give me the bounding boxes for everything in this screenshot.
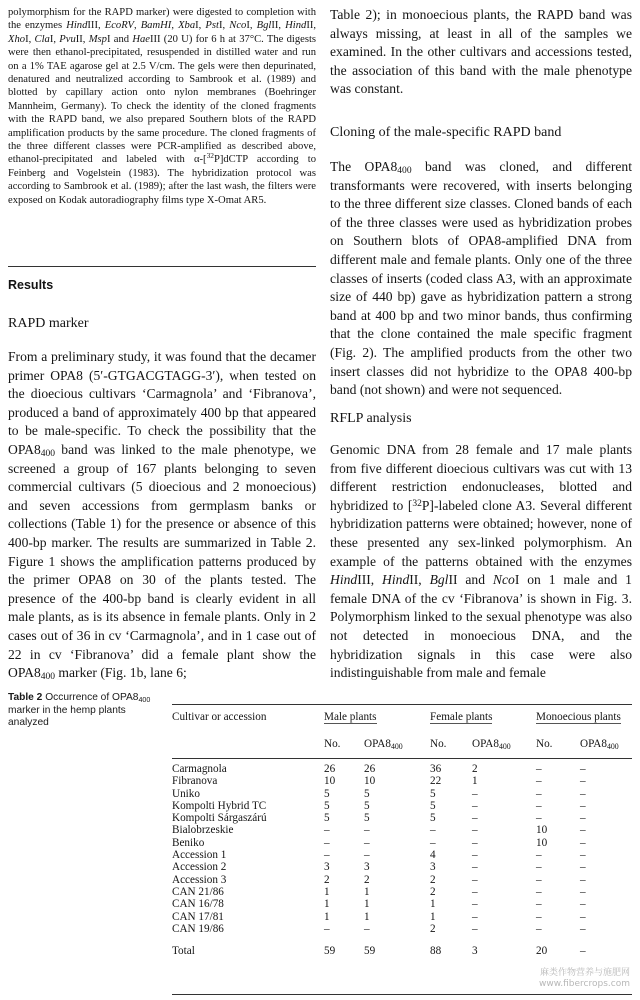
cell-male-opa: 5 [364, 812, 370, 825]
table-row [172, 849, 632, 861]
cell-mono-opa: – [580, 885, 586, 898]
cell-male-opa: – [364, 849, 370, 862]
cell-mono-opa: – [580, 812, 586, 825]
cell-mono-no: – [536, 898, 542, 911]
cell-cultivar: CAN 19/86 [172, 922, 224, 935]
cell-mono-opa: – [580, 787, 586, 800]
cell-mono-no: 10 [536, 836, 548, 849]
cell-female-no: – [430, 824, 436, 837]
cell-mono-no: – [536, 763, 542, 775]
total-cultivar: Total [172, 945, 195, 958]
total-mono-opa: – [580, 945, 586, 958]
cell-cultivar: CAN 21/86 [172, 885, 224, 898]
header-male-no: No. [324, 738, 341, 750]
header-female-label: Female plants [430, 711, 493, 723]
cell-male-opa: 5 [364, 799, 370, 812]
cell-cultivar: CAN 17/81 [172, 910, 224, 923]
cell-male-opa: – [364, 836, 370, 849]
header-monoecious-plants [536, 704, 632, 733]
table-row [172, 861, 632, 873]
table-row [172, 898, 632, 910]
cell-female-no: 1 [430, 910, 436, 923]
cell-male-opa: – [364, 824, 370, 837]
cell-male-no: 26 [324, 763, 336, 775]
rflp-section [330, 441, 632, 683]
cell-male-opa: 10 [364, 775, 376, 788]
cell-female-no: 1 [430, 898, 436, 911]
cell-female-no: 5 [430, 812, 436, 825]
rapd-paragraph: From a preliminary study, it was found that the decamer primer OPA8 (5′-GTGACGTAGG-3′), when tested on the dioecious cultivars ‘Carmagnola’ and ‘Fibranova’, produced a band of approximately 400 bp that appeared to be male-specific. To check the possibility that the $OPA8_{400}$ band was linked to the male phenotype, we screened a group of 167 plants belonging to seven commercial cultivars (5 dioecious and 2 monoecious) and seven accessions from germplasm banks or collections (Table 1) for the presence or absence of this 400-bp marker. The results are summarized in Table 2. Figure 1 shows the amplification patterns produced by the primer OPA8 on 30 of the plants tested. The presence of the 400-bp band is clearly evident in all male plants, as is its absence in female plants. Only in 2 cases out of 36 in cv ‘Carmagnola’, and in 1 case out of 22 in cv ‘Fibranova’ did a female plant show the $OPA8_{400}$ marker (Fig. 1b, lane 6; [8, 349, 316, 683]
table-caption-text: Occurrence of $OPA8_{400}$ marker in the hemp plants analyzed [8, 692, 151, 729]
cell-male-opa: – [364, 922, 370, 935]
cell-mono-opa: – [580, 849, 586, 862]
header-monoecious-label: Monoecious plants [536, 711, 621, 723]
cell-mono-opa: – [580, 824, 586, 837]
cell-male-no: 5 [324, 799, 330, 812]
rapd-marker-heading: RAPD marker [8, 316, 89, 331]
total-mono-no: 20 [536, 945, 548, 958]
cell-cultivar: Beniko [172, 836, 205, 849]
table-total-row [172, 935, 632, 957]
cell-mono-opa: – [580, 836, 586, 849]
table-caption [8, 692, 158, 730]
table-row [172, 874, 632, 886]
cell-mono-opa: – [580, 763, 586, 775]
cell-mono-no: – [536, 849, 542, 862]
cell-cultivar: Kompolti Hybrid TC [172, 799, 267, 812]
cell-female-opa: 2 [472, 763, 478, 775]
table-row [172, 800, 632, 812]
header-mono-no: No. [536, 738, 553, 750]
header-female-plants [430, 704, 536, 733]
table-row [172, 824, 632, 836]
cell-female-opa: – [472, 885, 478, 898]
table-spacer [172, 755, 632, 763]
table-row [172, 837, 632, 849]
cell-male-no: 1 [324, 885, 330, 898]
header-cultivar: Cultivar or accession [172, 711, 267, 723]
cell-mono-opa: – [580, 775, 586, 788]
cell-female-opa: – [472, 812, 478, 825]
total-female-no: 88 [430, 945, 442, 958]
table-row [172, 775, 632, 787]
cell-female-opa: – [472, 922, 478, 935]
table-row [172, 911, 632, 923]
cell-cultivar: Uniko [172, 787, 200, 800]
cell-mono-opa: – [580, 799, 586, 812]
cell-female-opa: – [472, 824, 478, 837]
table-row [172, 788, 632, 800]
rapd-continuation-paragraph: Table 2); in monoecious plants, the RAPD band was always missing, at least in all of the samples we examined. In the other cultivars and accessions tested, the association of this band with the male phenotype was constant. [330, 7, 632, 97]
results-heading: Results [8, 278, 54, 292]
cell-female-no: – [430, 836, 436, 849]
rapd-marker-section [8, 348, 316, 683]
cell-female-no: 2 [430, 922, 436, 935]
table-row [172, 812, 632, 824]
table-row [172, 886, 632, 898]
cell-female-no: 5 [430, 787, 436, 800]
cell-mono-no: – [536, 873, 542, 886]
spacer-cell [172, 755, 632, 763]
header-mono-opa: $OPA8_{400}$ [580, 738, 619, 751]
cell-mono-no: – [536, 775, 542, 788]
cell-male-no: 3 [324, 861, 330, 874]
cell-male-no: – [324, 922, 330, 935]
header-male-label: Male plants [324, 711, 377, 723]
header-male-opa: $OPA8_{400}$ [364, 738, 403, 751]
cell-male-no: 1 [324, 910, 330, 923]
cell-male-opa: 26 [364, 763, 376, 775]
cell-mono-opa: – [580, 898, 586, 911]
cell-female-opa: – [472, 849, 478, 862]
cell-mono-no: 10 [536, 824, 548, 837]
cell-male-opa: 2 [364, 873, 370, 886]
cell-male-no: 10 [324, 775, 336, 788]
cloning-heading: Cloning of the male-specific RAPD band [330, 125, 562, 140]
cell-mono-no: – [536, 861, 542, 874]
cell-female-no: 2 [430, 873, 436, 886]
cell-female-opa: 1 [472, 775, 478, 788]
cell-mono-no: – [536, 910, 542, 923]
cell-female-no: 2 [430, 885, 436, 898]
cell-female-no: 36 [430, 763, 442, 775]
cell-female-no: 5 [430, 799, 436, 812]
cell-mono-no: – [536, 787, 542, 800]
rflp-paragraph: Genomic DNA from 28 female and 17 male plants from five different dioecious cultivars was cut with 13 different restriction endonucleases, blotted and hybridized to [$^{32}$P]-labeled clone A3. Several different hybridization patterns were obtained; however, none of these presented any sex-linked polymorphism. An example of the patterns obtained with the enzymes HindIII, HindII, BglII and NcoI on 1 male and 1 female DNA of the cv ‘Fibranova’ is shown in Fig. 3. Polymorphism linked to the sexual phenotype was also not detected in monoecious DNA, and the hybridization signals in this case were also indistinguishable from male and female [330, 442, 632, 681]
header-female-no: No. [430, 738, 447, 750]
cell-mono-opa: – [580, 861, 586, 874]
cell-cultivar: Fibranova [172, 775, 218, 788]
table-body [172, 755, 632, 957]
cell-mono-opa: – [580, 873, 586, 886]
occurrence-table [172, 704, 632, 957]
cell-mono-no: – [536, 885, 542, 898]
cloning-paragraph: The $OPA8_{400}$ band was cloned, and different transformants were recovered, with inserts belonging to the three different size classes. Cloned bands of each of the three classes were used as hybridization probes on Southern blots of OPA8-amplified DNA from different male and female plants. Only one of the three classes of inserts (coded class A3, with an approximate size of 440 bp) gave as hybridization pattern a strong band at 400 bp and two minor bands, thus confirming that the clone contained the male specific fragment (Fig. 2). The amplified products from the other two insert classes did not hybridize to the OPA8 400-bp band (not shown) and were not sequenced. [330, 159, 632, 398]
header-female-opa: $OPA8_{400}$ [472, 738, 511, 751]
watermark: 麻类作物营养与施肥网 www.fibercrops.com [539, 968, 630, 989]
cell-male-opa: 1 [364, 910, 370, 923]
cell-cultivar: Accession 1 [172, 849, 227, 862]
cell-male-no: – [324, 836, 330, 849]
total-male-opa: 59 [364, 945, 376, 958]
table-bottom-rule [172, 994, 632, 995]
cell-female-opa: – [472, 861, 478, 874]
section-divider [8, 266, 316, 267]
cloning-section [330, 158, 632, 400]
cell-mono-no: – [536, 799, 542, 812]
cell-female-opa: – [472, 898, 478, 911]
total-female-opa: 3 [472, 945, 478, 958]
cell-female-no: 4 [430, 849, 436, 862]
header-male-plants [324, 704, 430, 733]
cell-male-opa: 1 [364, 898, 370, 911]
table-caption-label: Table 2 [8, 692, 43, 703]
cell-female-opa: – [472, 873, 478, 886]
cell-mono-no: – [536, 922, 542, 935]
total-male-no: 59 [324, 945, 336, 958]
cell-cultivar: Carmagnola [172, 763, 227, 775]
table-row [172, 923, 632, 935]
cell-male-no: 1 [324, 898, 330, 911]
cell-male-opa: 1 [364, 885, 370, 898]
cell-male-no: 2 [324, 873, 330, 886]
cell-male-no: – [324, 849, 330, 862]
rapd-continuation [330, 6, 632, 99]
methods-paragraph: polymorphism for the RAPD marker) were digested to completion with the enzymes HindIII, EcoRV, BamHI, XbaI, PstI, NcoI, BglII, HindII, XhoI, ClaI, PvuII, MspI and HaeIII (20 U) for 6 h at 37°C. The digests were then ethanol-precipitated, resuspended in distilled water and run on a 1% TAE agarose gel at 2.5 V/cm. The gels were then depurinated, denatured and neutralized according to Sambrook et al. (1989) and blotted by capillary action onto nylon membranes (Boehringer Mannheim, Germany). To check the identity of the cloned fragments with the RAPD band, we also prepared Southern blots of the RAPD amplification products by the same procedure. The cloned fragments of the three different classes were PCR-amplified as described above, ethanol-precipitated and labeled with α-[$^{32}$P]dCTP according to Feinberg and Vogelstein (1983). The hybridization protocol was according to Sambrook et al. (1989); after the last wash, the filters were exposed on Kodak autoradiography films type X-Omat AR5. [8, 7, 317, 206]
cell-mono-no: – [536, 812, 542, 825]
table-row [172, 763, 632, 775]
cell-male-opa: 3 [364, 861, 370, 874]
cell-cultivar: Accession 3 [172, 873, 227, 886]
cell-cultivar: CAN 16/78 [172, 898, 224, 911]
cell-female-opa: – [472, 787, 478, 800]
cell-male-no: 5 [324, 787, 330, 800]
cell-female-opa: – [472, 910, 478, 923]
cell-male-opa: 5 [364, 787, 370, 800]
cell-cultivar: Kompolti Sárgaszárú [172, 812, 267, 825]
cell-male-no: – [324, 824, 330, 837]
rflp-heading: RFLP analysis [330, 411, 412, 426]
cell-female-opa: – [472, 836, 478, 849]
cell-female-opa: – [472, 799, 478, 812]
cell-cultivar: Bialobrzeskie [172, 824, 234, 837]
cell-mono-opa: – [580, 922, 586, 935]
cell-female-no: 22 [430, 775, 442, 788]
cell-mono-opa: – [580, 910, 586, 923]
cell-male-no: 5 [324, 812, 330, 825]
cell-cultivar: Accession 2 [172, 861, 227, 874]
cell-female-no: 3 [430, 861, 436, 874]
header-blank [172, 733, 324, 755]
methods-continuation [8, 6, 316, 207]
